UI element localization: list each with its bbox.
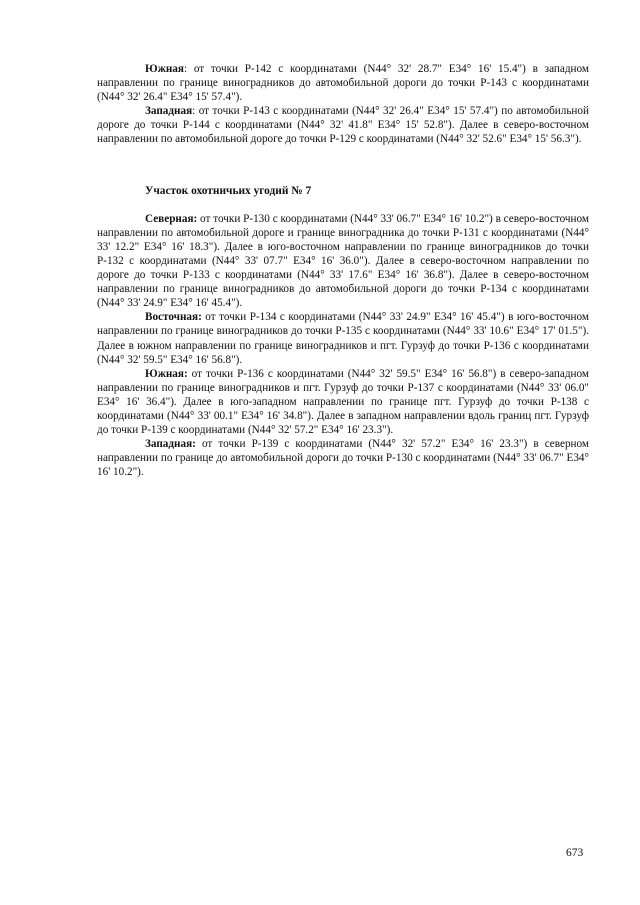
paragraph-east-boundary bbox=[97, 310, 589, 366]
paragraph-south-boundary bbox=[97, 367, 589, 437]
paragraph-west-boundary bbox=[97, 437, 589, 479]
paragraph-label: Западная bbox=[145, 105, 193, 118]
paragraph-text: от точки Р-139 с координатами (N44° 32' 57.2" Е34° 16' 23.3") в северном направлении по границе до автомобильной дороги до точки Р-130 с координатами (N44° 33' 06.7" Е34° 16' 10.2"). bbox=[97, 438, 589, 479]
paragraph-label: Южная: bbox=[145, 367, 188, 380]
paragraph-text: от точки Р-130 с координатами (N44° 33' 06.7" Е34° 16' 10.2") в северо-восточном направлении по автомобильной дороге и границе виноградника до точки Р-131 с координатами (N44° 33' 12.2" Е34° 16' 18.3"). Далее в юго-восточном направлении по границе виноградников до точки Р-132 с координатами (N44° 33' 07.7" Е34° 16' 36.0"). Далее в северо-восточном направлении по дороге до точки Р-133 с координатами (N44° 33' 17.6" Е34° 16' 36.8"). Далее в северо-восточном направлении по границе виноградников до автомобильной дороги до точки Р-134 с координатами (N44° 33' 24.9" Е34° 16' 45.4"). bbox=[97, 212, 589, 310]
paragraph-north-boundary bbox=[97, 212, 589, 311]
paragraph-label: Южная bbox=[145, 63, 184, 75]
paragraph-west-boundary-prev bbox=[97, 104, 589, 146]
page-number: 673 bbox=[566, 847, 584, 859]
paragraph-text: : от точки Р-142 с координатами (N44° 32' 28.7" Е34° 16' 15.4") в западном направлении по границе виноградников до автомобильной дороги до точки Р-143 с координатами (N44° 32' 26.4" Е34° 15' 57.4"). bbox=[97, 63, 589, 104]
paragraph-label: Восточная: bbox=[145, 311, 202, 324]
paragraph-text: : от точки Р-143 с координатами (N44° 32' 26.4" Е34° 15' 57.4") по автомобильной дороге до точки Р-144 с координатами (N44° 32' 41.8" Е34° 15' 52.8"). Далее в северо-восточном направлении по автомобильной дороге до точки Р-129 с координатами (N44° 32' 52.6" Е34° 15' 56.3"). bbox=[97, 105, 589, 146]
paragraph-south-boundary-prev bbox=[97, 62, 589, 104]
paragraph-text: от точки Р-136 с координатами (N44° 32' 59.5" Е34° 16' 56.8") в северо-западном направлении по границе виноградников и пгт. Гурзуф до точки Р-137 с координатами (N44° 33' 06.0" Е34° 16' 36.4"). Далее в юго-западном направлении по границе пгт. Гурзуф до точки Р-138 с координатами (N44° 33' 00.1" Е34° 16' 34.8"). Далее в западном направлении вдоль границ пгт. Гурзуф до точки Р-139 с координатами (N44° 32' 57.2" Е34° 16' 23.3"). bbox=[97, 367, 589, 437]
paragraph-label: Северная: bbox=[145, 212, 198, 225]
document-body bbox=[97, 62, 589, 479]
paragraph-label: Западная: bbox=[145, 438, 196, 451]
section-heading-plot-7: Участок охотничьих угодий № 7 bbox=[145, 184, 312, 197]
paragraph-text: от точки Р-134 с координатами (N44° 33' 24.9" Е34° 16' 45.4") в юго-восточном направлении по границе виноградников до точки Р-135 с координатами (N44° 33' 10.6" Е34° 17' 01.5"). Далее в южном направлении по границе виноградников и пгт. Гурзуф до точки Р-136 с координатами (N44° 32' 59.5" Е34° 16' 56.8"). bbox=[97, 311, 589, 366]
